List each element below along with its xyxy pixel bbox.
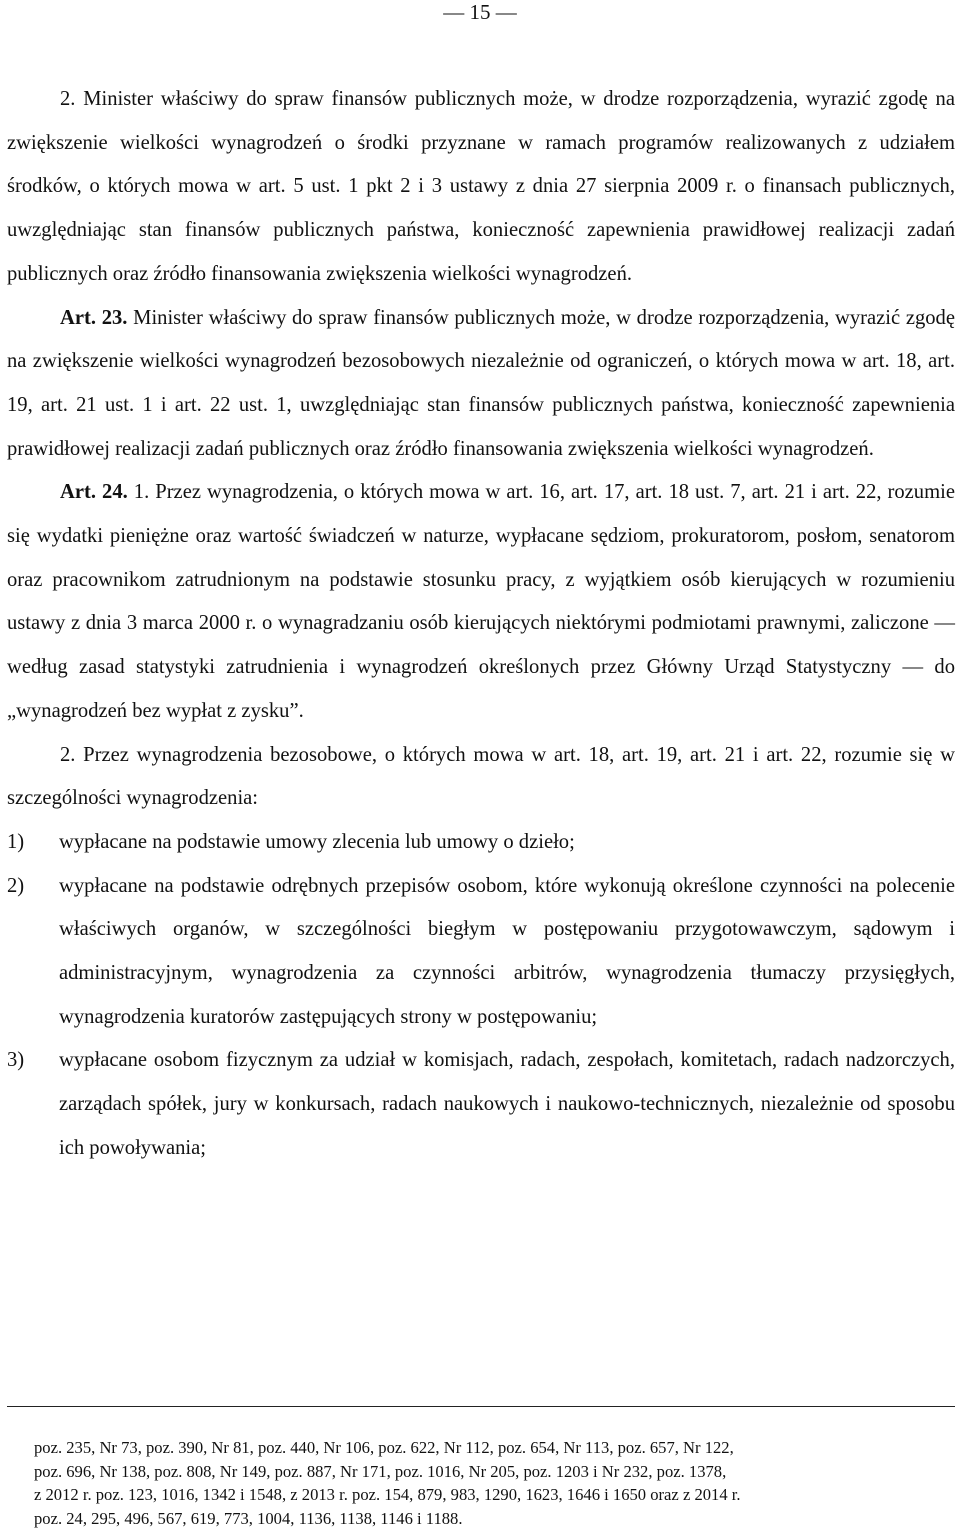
paragraph-art24-ust2: 2. Przez wynagrodzenia bezosobowe, o których mowa w art. 18, art. 19, art. 21 i art. 22, rozumie się w szczególności wynagrodzenia: <box>7 743 955 810</box>
paragraph-art24-ust1 <box>7 471 955 733</box>
article-heading-24: Art. 24. <box>60 481 128 504</box>
footnote-line: poz. 696, Nr 138, poz. 808, Nr 149, poz. 887, Nr 171, poz. 1016, Nr 205, poz. 1203 i Nr 232, poz. 1378, <box>34 1461 727 1481</box>
article-heading-23: Art. 23. <box>60 306 128 329</box>
list-item-text: wypłacane na podstawie odrębnych przepisów osobom, które wykonują określone czynności na polecenie właściwych organów, w szczególności biegłym w postępowaniu przygotowawczym, sądowym i administracyjnym, wynagrodzenia za czynności arbitrów, wynagrodzenia tłumaczy przysięgłych, wynagrodzenia kuratorów zastępujących strony w postępowaniu; <box>59 874 955 1028</box>
list-item-3 <box>7 1039 955 1170</box>
list-item-2 <box>7 865 955 1040</box>
list-number: 2) <box>7 874 25 897</box>
footnote-separator <box>7 1406 955 1407</box>
footnote-line: poz. 235, Nr 73, poz. 390, Nr 81, poz. 440, Nr 106, poz. 622, Nr 112, poz. 654, Nr 113, poz. 657, Nr 122, <box>34 1438 734 1457</box>
list-number: 3) <box>7 1049 25 1072</box>
list-item-text: wypłacane na podstawie umowy zlecenia lub umowy o dzieło; <box>59 830 575 853</box>
document-body <box>7 78 955 1171</box>
list-item-text: wypłacane osobom fizycznym za udział w komisjach, radach, zespołach, komitetach, radach nadzorczych, zarządach spółek, jury w konkursach, radach naukowych i naukowo-technicznych, niezależnie od sposobu ich powoływania; <box>59 1049 955 1159</box>
footnote-line: poz. 24, 295, 496, 567, 619, 773, 1004, 1136, 1138, 1146 i 1188. <box>34 1509 463 1529</box>
footnote-line: z 2012 r. poz. 123, 1016, 1342 i 1548, z 2013 r. poz. 154, 879, 983, 1290, 1623, 1646 i 1650 oraz z 2014 r. <box>34 1485 741 1505</box>
page-number: — 15 — <box>443 0 517 24</box>
footnotes <box>34 1436 956 1531</box>
list-number: 1) <box>7 830 25 853</box>
list-item-1 <box>7 821 955 865</box>
paragraph-art23 <box>7 297 955 472</box>
paragraph-art22-ust2: 2. Minister właściwy do spraw finansów publicznych może, w drodze rozporządzenia, wyrazić zgodę na zwiększenie wielkości wynagrodzeń o środki przyznane w ramach programów realizowanych z udziałem środków, o których mowa w art. 5 ust. 1 pkt 2 i 3 ustawy z dnia 27 sierpnia 2009 r. o finansach publicznych, uwzględniając stan finansów publicznych państwa, konieczność zapewnienia prawidłowej realizacji zadań publicznych oraz źródło finansowania zwiększenia wielkości wynagrodzeń. <box>7 88 955 285</box>
article-23-text: Minister właściwy do spraw finansów publicznych może, w drodze rozporządzenia, wyrazić zgodę na zwiększenie wielkości wynagrodzeń bezosobowych niezależnie od ograniczeń, o których mowa w art. 18, art. 19, art. 21 ust. 1 i art. 22 ust. 1, uwzględniając stan finansów publicznych państwa, konieczność zapewnienia prawidłowej realizacji zadań publicznych oraz źródło finansowania zwiększenia wielkości wynagrodzeń. <box>7 306 955 460</box>
article-24-ust1-text: 1. Przez wynagrodzenia, o których mowa w art. 16, art. 17, art. 18 ust. 7, art. 21 i art. 22, rozumie się wydatki pieniężne oraz wartość świadczeń w naturze, wypłacane sędziom, prokuratorom, posłom, senatorom oraz pracownikom zatrudnionym na podstawie stosunku pracy, z wyjątkiem osób kierujących w rozumieniu ustawy z dnia 3 marca 2000 r. o wynagradzaniu osób kierujących niektórymi podmiotami prawnymi, zaliczone — według zasad statystyki zatrudnienia i wynagrodzeń określonych przez Główny Urząd Statystyczny — do „wynagrodzeń bez wypłat z zysku”. <box>7 481 955 722</box>
